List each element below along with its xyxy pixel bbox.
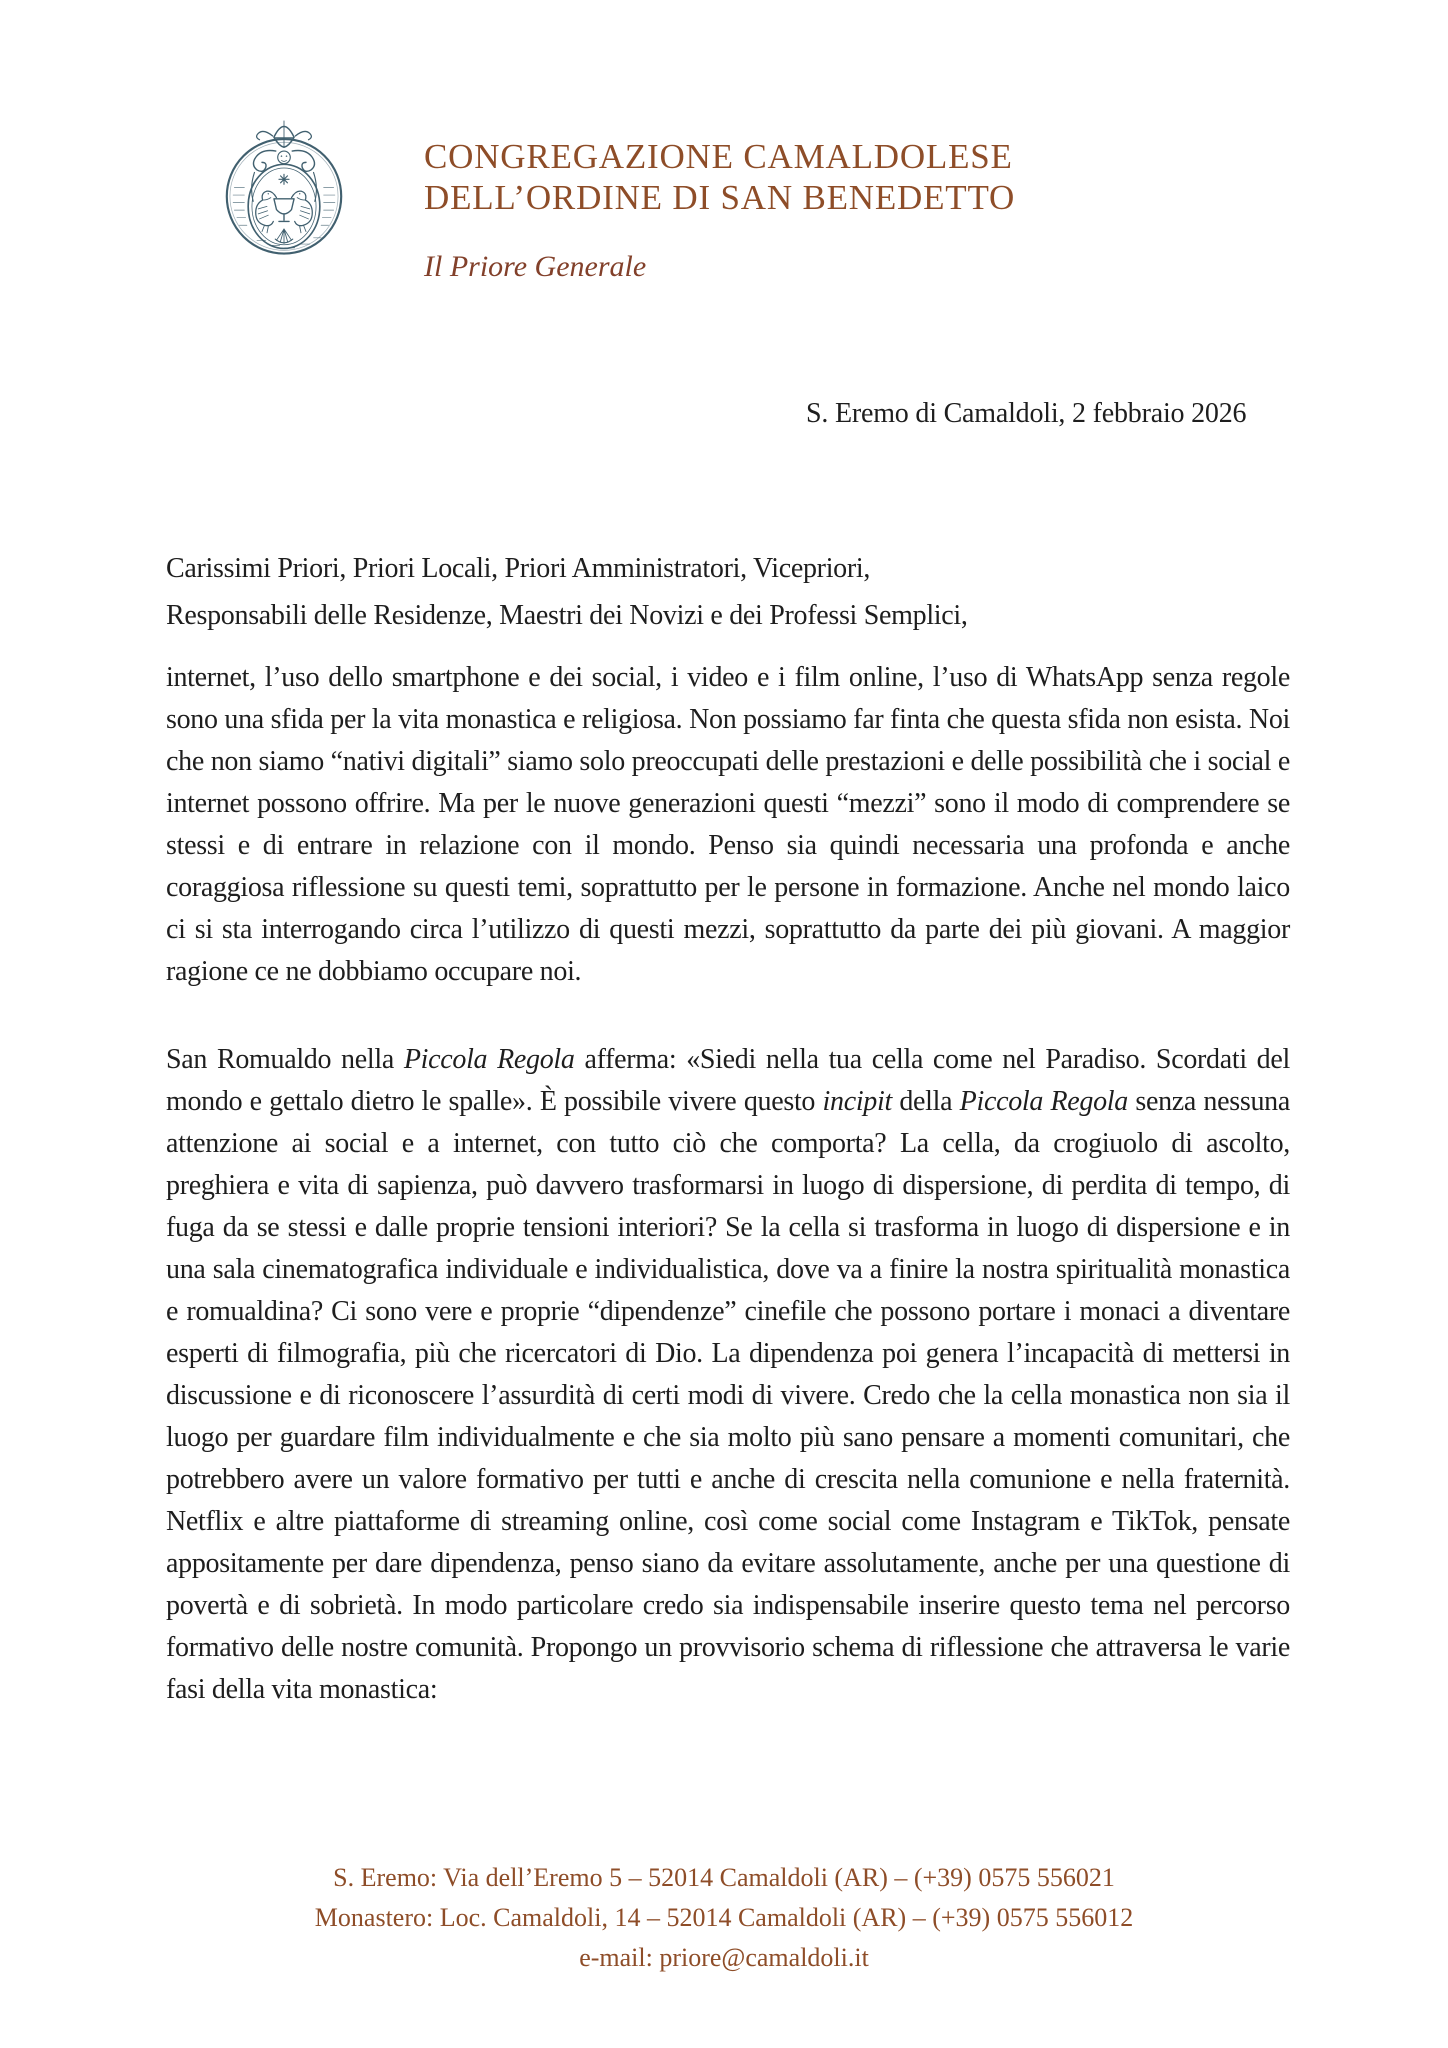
footer-line-monastero: Monastero: Loc. Camaldoli, 14 – 52014 Camaldoli (AR) – (+39) 0575 556012	[314, 1903, 1134, 1932]
footer-line-email: e-mail: priore@camaldoli.it	[579, 1943, 869, 1972]
text-run-italic-piccola-regola: Piccola Regola	[959, 1086, 1128, 1117]
letterhead-text	[424, 112, 1015, 284]
text-run-italic-piccola-regola: Piccola Regola	[403, 1044, 575, 1075]
camaldolese-seal-icon	[218, 112, 350, 258]
paragraph-intro: internet, l’uso dello smartphone e dei social, i video e i film online, l’uso di WhatsApp senza regole sono una sfida per la vita monastica e religiosa. Non possiamo far finta che questa sfida non esista. Noi che non siamo “nativi digitali” siamo solo preoccupati delle prestazioni e delle possibilità che i social e internet possono offrire. Ma per le nuove generazioni questi “mezzi” sono il modo di comprendere se stessi e di entrare in relazione con il mondo. Penso sia quindi necessaria una profonda e anche coraggiosa riflessione su questi temi, soprattutto per le persone in formazione. Anche nel mondo laico ci si sta interrogando circa l’utilizzo di questi mezzi, soprattutto da parte dei più giovani. A maggior ragione ce ne dobbiamo occupare noi.	[166, 662, 1290, 987]
dateline: S. Eremo di Camaldoli, 2 febbraio 2026	[806, 398, 1247, 429]
salutation	[166, 545, 1290, 639]
paragraph-main	[166, 1039, 1290, 1711]
text-run: afferma: «Siedi nella tua cella come nel Paradiso. Scordati del mondo e gettalo dietro le spalle». È possibile vivere questo	[166, 1044, 1290, 1117]
letter-body	[166, 657, 1290, 1711]
footer-line-eremo: S. Eremo: Via dell’Eremo 5 – 52014 Camaldoli (AR) – (+39) 0575 556021	[333, 1863, 1115, 1892]
text-run-italic-incipit: incipit	[822, 1086, 892, 1117]
sender-role: Il Priore Generale	[424, 250, 647, 283]
org-name-line-1: CONGREGAZIONE CAMALDOLESE	[424, 137, 1013, 176]
salutation-line-1: Carissimi Priori, Priori Locali, Priori Amministratori, Vicepriori,	[166, 553, 871, 584]
text-run: San Romualdo nella	[166, 1044, 404, 1075]
letterhead	[218, 112, 1015, 284]
org-name-line-2: DELL’ORDINE DI SAN BENEDETTO	[424, 178, 1016, 217]
salutation-line-2: Responsabili delle Residenze, Maestri dei Novizi e dei Professi Semplici,	[166, 600, 968, 631]
footer	[0, 1858, 1448, 1978]
text-run: della	[891, 1086, 960, 1117]
organization-name	[424, 136, 1015, 218]
text-run: senza nessuna attenzione ai social e a internet, con tutto ciò che comporta? La cella, da crogiuolo di ascolto, preghiera e vita di sapienza, può davvero trasformarsi in luogo di dispersione, di perdita di tempo, di fuga da se stessi e dalle proprie tensioni interiori? Se la cella si trasforma in luogo di dispersione e in una sala cinematografica individuale e individualistica, dove va a finire la nostra spiritualità monastica e romualdina? Ci sono vere e proprie “dipendenze” cinefile che possono portare i monaci a diventare esperti di filmografia, più che ricercatori di Dio. La dipendenza poi genera l’incapacità di mettersi in discussione e di riconoscere l’assurdità di certi modi di vivere. Credo che la cella monastica non sia il luogo per guardare film individualmente e che sia molto più sano pensare a momenti comunitari, che potrebbero avere un valore formativo per tutti e anche di crescita nella comunione e nella fraternità. Netflix e altre piattaforme di streaming online, così come social come Instagram e TikTok, pensate appositamente per dare dipendenza, penso siano da evitare assolutamente, anche per una questione di povertà e di sobrietà. In modo particolare credo sia indispensabile inserire questo tema nel percorso formativo delle nostre comunità. Propongo un provvisorio schema di riflessione che attraversa le varie fasi della vita monastica:	[166, 1086, 1290, 1705]
